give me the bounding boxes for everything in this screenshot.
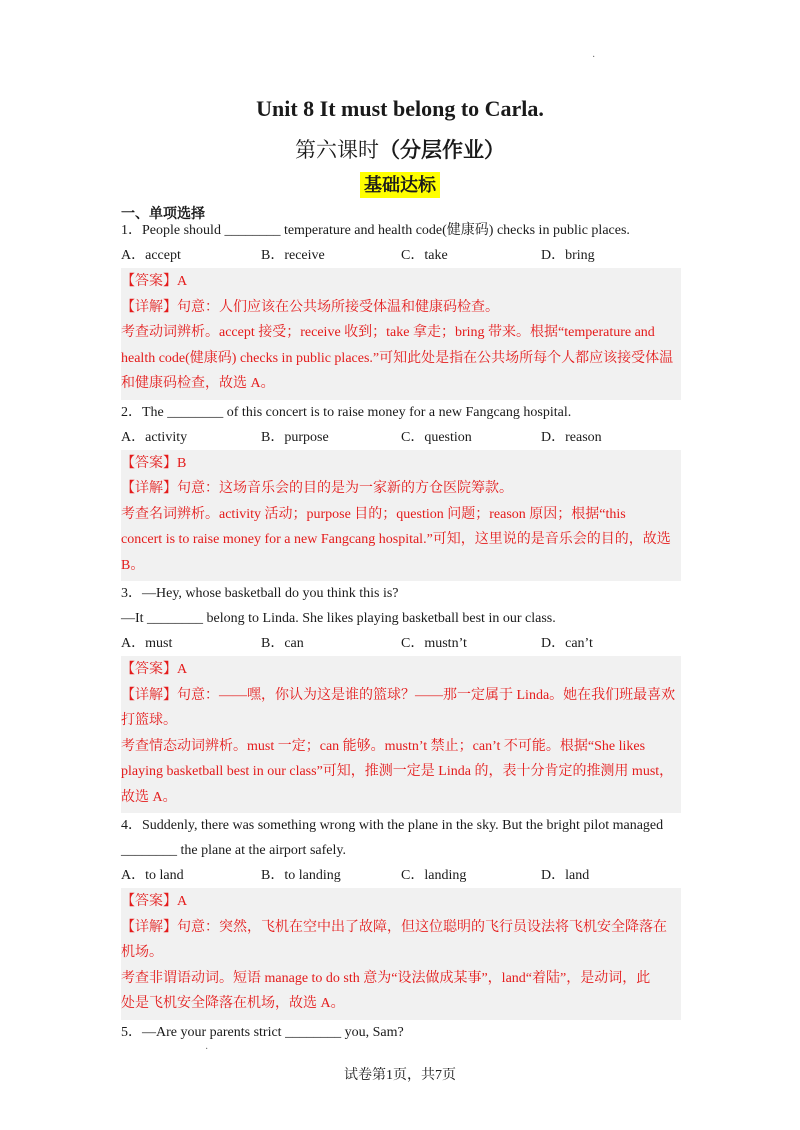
explanation-line: playing basketball best in our class”可知，推测一定是 Linda 的，表十分肯定的推测用 must，: [121, 764, 674, 779]
answer-key: 【答案】A: [121, 274, 188, 289]
answer-option: A．must: [121, 636, 173, 651]
option-row: [121, 863, 681, 888]
question-block: [121, 1020, 681, 1045]
explanation-line: B。: [121, 557, 145, 573]
question-text: 5．—Are your parents strict ________ you, Sam?: [121, 1024, 404, 1040]
question-block: [121, 581, 681, 813]
answer-key: 【答案】A: [121, 894, 188, 909]
lesson-subtitle: [0, 134, 800, 164]
answer-explanation: [121, 268, 681, 400]
answer-option: D．can’t: [541, 636, 593, 651]
question-text: ________ the plane at the airport safely.: [121, 843, 346, 858]
question-text: —It ________ belong to Linda. She likes playing basketball best in our class.: [121, 611, 556, 626]
answer-explanation: [121, 656, 681, 813]
answer-option: B．purpose: [261, 429, 329, 445]
page-title: Unit 8 It must belong to Carla.: [256, 96, 544, 121]
answer-explanation: [121, 450, 681, 582]
explanation-line: 考查名词辨析。activity 活动；purpose 目的；question 问题；reason 原因；根据“this: [121, 506, 626, 522]
explanation-line: 打篮球。: [121, 713, 177, 728]
explanation-line: 【详解】句意：——嘿，你认为这是谁的篮球？——那一定属于 Linda。她在我们班最喜欢: [121, 687, 676, 703]
question-text: 4．Suddenly, there was something wrong with the plane in the sky. But the bright pilot managed: [121, 818, 664, 833]
answer-explanation: [121, 888, 681, 1020]
section-heading: 一、单项选择: [121, 206, 205, 222]
scan-dot: ·: [592, 52, 596, 63]
answer-key: 【答案】B: [121, 455, 187, 471]
question-text: 1．People should ________ temperature and health code(健康码) checks in public places.: [121, 223, 630, 238]
level-badge: 基础达标: [360, 172, 440, 198]
explanation-line: 和健康码检查，故选 A。: [121, 376, 275, 391]
answer-option: B．can: [261, 636, 304, 651]
scan-dot: ·: [205, 1044, 209, 1055]
explanation-line: 机场。: [121, 945, 163, 960]
answer-option: C．landing: [401, 868, 467, 883]
explanation-line: 考查情态动词辨析。must 一定；can 能够。mustn’t 禁止；can’t 不可能。根据“She likes: [121, 738, 646, 754]
question-block: [121, 813, 681, 1020]
question-list: [121, 218, 681, 1045]
answer-option: C．take: [401, 248, 448, 263]
answer-option: A．to land: [121, 868, 184, 883]
answer-option: C．mustn’t: [401, 636, 467, 651]
option-row: [121, 631, 681, 656]
answer-option: B．to landing: [261, 868, 341, 883]
answer-option: A．activity: [121, 429, 188, 445]
question-block: [121, 218, 681, 400]
question-text: 2．The ________ of this concert is to raise money for a new Fangcang hospital.: [121, 404, 572, 420]
explanation-line: 考查动词辨析。accept 接受；receive 收到；take 拿走；bring 带来。根据“temperature and: [121, 325, 655, 340]
answer-option: A．accept: [121, 248, 181, 263]
answer-option: D．land: [541, 868, 590, 883]
explanation-line: 故选 A。: [121, 789, 177, 805]
option-row: [121, 243, 681, 268]
answer-option: D．reason: [541, 429, 602, 445]
answer-option: D．bring: [541, 248, 595, 263]
page-footer: 试卷第1页，共7页: [344, 1068, 456, 1083]
explanation-line: 考查非谓语动词。短语 manage to do sth 意为“设法做成某事”，land“着陆”，是动词，此: [121, 970, 651, 986]
explanation-line: 【详解】句意：人们应该在公共场所接受体温和健康码检查。: [121, 299, 499, 315]
explanation-line: 处是飞机安全降落在机场，故选 A。: [121, 996, 345, 1011]
answer-option: B．receive: [261, 248, 325, 263]
option-row: [121, 425, 681, 450]
explanation-line: 【详解】句意：突然，飞机在空中出了故障，但这位聪明的飞行员设法将飞机安全降落在: [121, 919, 667, 935]
explanation-line: health code(健康码) checks in public places.”可知此处是指在公共场所每个人都应该接受体温: [121, 350, 674, 366]
explanation-line: concert is to raise money for a new Fangcang hospital.”可知，这里说的是音乐会的目的，故选: [121, 532, 671, 547]
question-block: [121, 400, 681, 582]
answer-option: C．question: [401, 429, 472, 445]
answer-key: 【答案】A: [121, 662, 188, 677]
lesson-number: 第六课时: [295, 138, 379, 162]
lesson-type: （分层作业）: [379, 138, 505, 162]
explanation-line: 【详解】句意：这场音乐会的目的是为一家新的方仓医院筹款。: [121, 481, 513, 496]
question-text: 3．—Hey, whose basketball do you think this is?: [121, 586, 399, 601]
